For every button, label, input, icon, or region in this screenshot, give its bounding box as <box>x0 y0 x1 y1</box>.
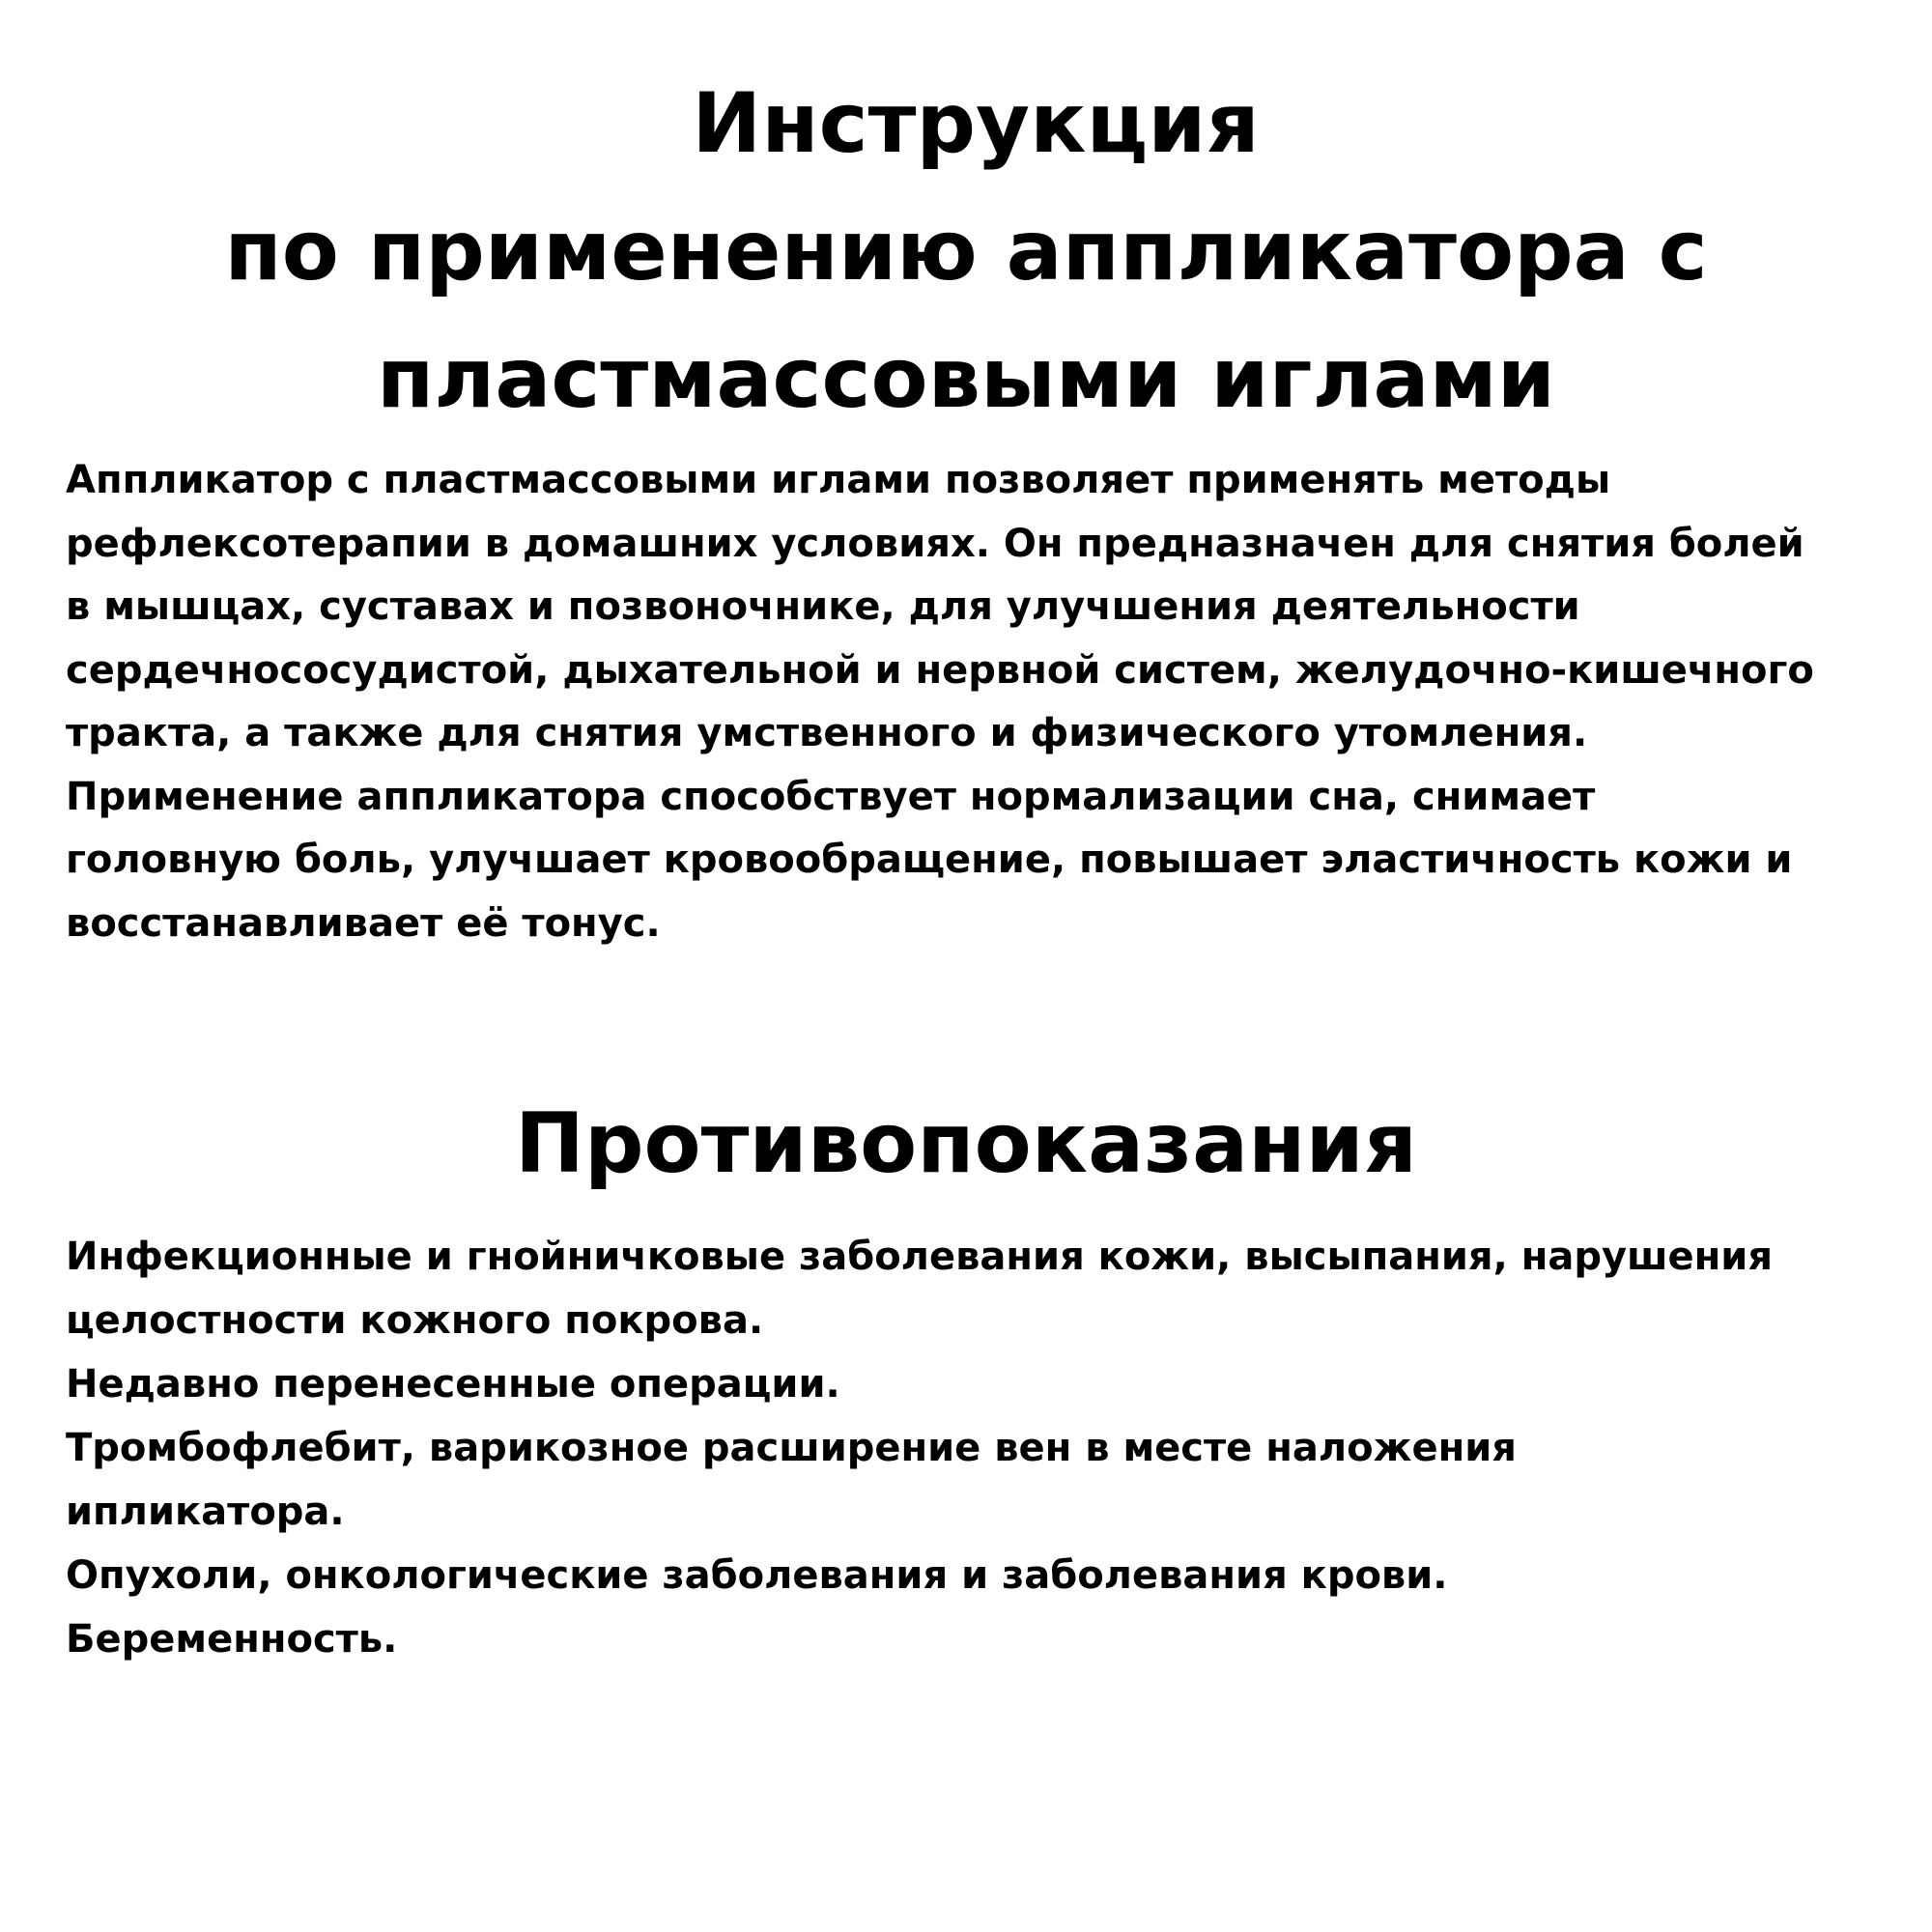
contraindication-line: Недавно перенесенные операции. <box>66 1362 840 1406</box>
contraindication-line: Опухоли, онкологические заболевания и заболевания крови. <box>66 1553 1448 1598</box>
contraindication-line: ипликатора. <box>66 1490 345 1534</box>
contraindication-line: Тромбофлебит, варикозное расширение вен в месте наложения <box>66 1426 1517 1470</box>
intro-line: рефлексотерапии в домашних условиях. Он предназначен для снятия болей <box>66 521 1804 566</box>
intro-line: сердечнососудистой, дыхательной и нервной систем, желудочно-кишечного <box>66 647 1814 693</box>
contraindications-heading: Противопоказания <box>514 1095 1418 1192</box>
intro-line: Аппликатор с пластмассовыми иглами позволяет применять методы <box>66 458 1611 502</box>
contraindication-line: Беременность. <box>66 1617 398 1662</box>
contraindications-list <box>66 1225 1925 1671</box>
intro-line: Применение аппликатора способствует нормализации сна, снимает <box>66 774 1596 819</box>
title-line-3: пластмассовыми иглами <box>376 330 1556 427</box>
intro-line: в мышцах, суставах и позвоночнике, для улучшения деятельности <box>66 584 1580 629</box>
title-line-1: Инструкция <box>692 75 1260 172</box>
intro-line: тракта, а также для снятия умственного и физического утомления. <box>66 711 1588 755</box>
document-title <box>0 60 1932 442</box>
intro-line: головную боль, улучшает кровообращение, повышает эластичность кожи и <box>66 838 1793 882</box>
intro-line: восстанавливает её тонус. <box>66 900 661 946</box>
title-line-2: по применению аппликатора с <box>224 203 1708 299</box>
intro-paragraph <box>66 449 1920 955</box>
contraindication-line: целостности кожного покрова. <box>66 1298 764 1343</box>
contraindication-line: Инфекционные и гнойничковые заболевания кожи, высыпания, нарушения <box>66 1235 1774 1279</box>
